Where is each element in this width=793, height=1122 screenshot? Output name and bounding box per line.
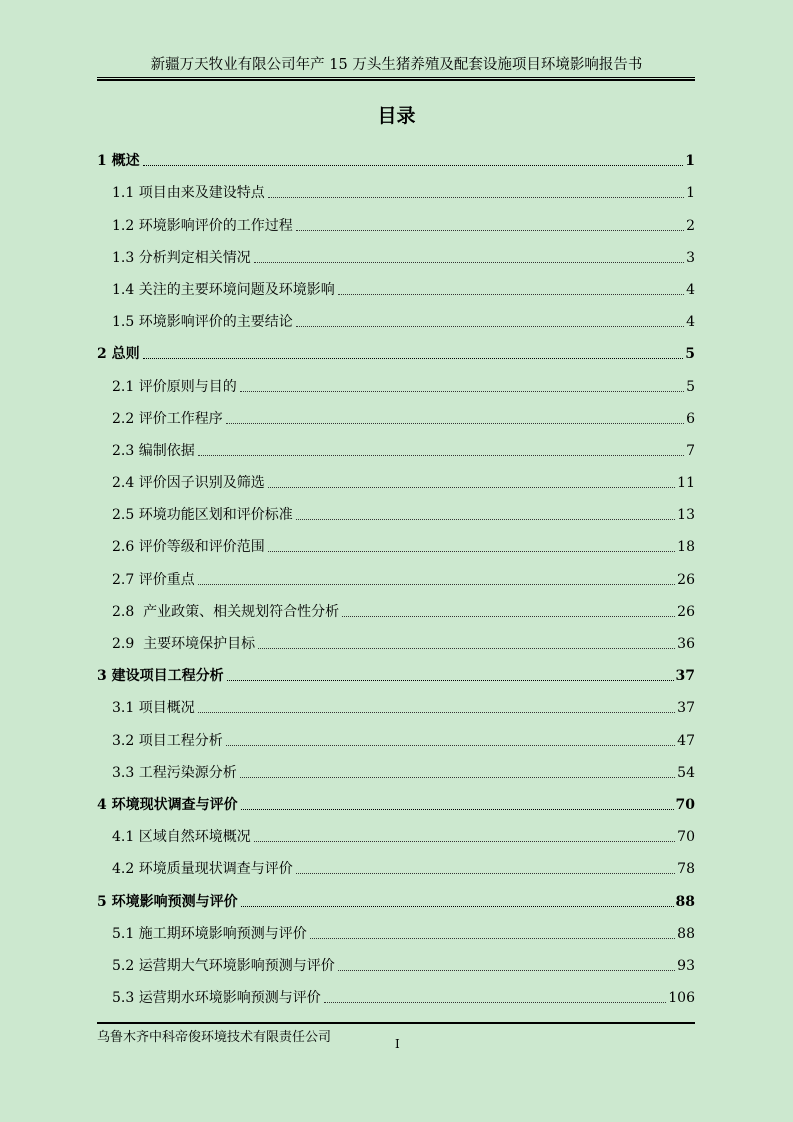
toc-chapter-4[interactable] [97,783,695,815]
dot-leader [198,584,675,585]
toc-entry-label: 2.8 产业政策、相关规划符合性分析 [112,603,340,620]
dot-leader [268,487,675,488]
toc-section-2-1[interactable] [97,364,695,396]
toc-page-number: 7 [686,442,695,459]
dot-leader [198,712,675,713]
toc-page-number: 70 [677,829,695,846]
toc-section-1-5[interactable] [97,300,695,332]
toc-section-3-3[interactable] [97,751,695,783]
toc-section-2-2[interactable] [97,397,695,429]
toc-entry-label: 2.4 评价因子识别及筛选 [112,475,265,492]
toc-page-number: 11 [677,475,695,492]
toc-page-number: 93 [677,957,695,974]
toc-page-number: 13 [677,507,695,524]
toc-page-number: 5 [686,378,695,395]
dot-leader [268,197,684,198]
toc-section-1-2[interactable] [97,203,695,235]
toc-entry-label: 2.6 评价等级和评价范围 [112,539,265,556]
toc-section-2-7[interactable] [97,557,695,589]
toc-page-number: 88 [675,893,695,910]
toc-section-1-3[interactable] [97,236,695,268]
toc-section-1-4[interactable] [97,268,695,300]
dot-leader [254,262,684,263]
dot-leader [338,294,684,295]
toc-page-number: 78 [677,861,695,878]
toc-section-5-1[interactable] [97,912,695,944]
toc-section-3-2[interactable] [97,718,695,750]
dot-leader [240,391,684,392]
toc-entry-label: 1.2 环境影响评价的工作过程 [112,217,293,234]
dot-leader [143,358,684,359]
dot-leader [226,745,675,746]
dot-leader [324,1002,667,1003]
toc-title: 目录 [377,105,416,127]
footer-divider [97,1022,695,1024]
toc-entry-label: 4.2 环境质量现状调查与评价 [112,861,293,878]
toc-page-number: 1 [686,185,695,202]
toc-entry-label: 2.9 主要环境保护目标 [112,636,256,652]
toc-page-number: 3 [686,249,695,266]
dot-leader [338,970,675,971]
toc-entry-label: 5.2 运营期大气环境影响预测与评价 [112,957,335,974]
toc-section-2-9[interactable] [97,622,695,654]
dot-leader [143,165,684,166]
toc-page-number: 1 [685,153,695,170]
toc-entry-label: 2.7 评价重点 [112,571,195,588]
dot-leader [226,423,684,424]
toc-page-number: 5 [685,346,695,363]
toc-chapter-3[interactable] [97,654,695,686]
toc-entry-label: 2.5 环境功能区划和评价标准 [112,507,293,524]
toc-chapter-1[interactable] [97,139,695,171]
toc-page-number: 36 [677,636,695,652]
dot-leader [227,680,674,681]
toc-section-3-1[interactable] [97,686,695,718]
toc-entry-label: 1.1 项目由来及建设特点 [112,185,265,202]
toc-entry-label: 3.2 项目工程分析 [112,732,223,749]
dot-leader [268,551,675,552]
toc-section-5-3[interactable] [97,976,695,1008]
toc-page-number: 106 [668,990,695,1007]
toc-section-2-8[interactable] [97,590,695,622]
toc-entry-label: 4 环境现状调查与评价 [97,796,238,813]
toc-page-number: 4 [686,314,695,331]
toc-entry-label: 2.1 评价原则与目的 [112,378,237,395]
toc-entry-label: 5.3 运营期水环境影响预测与评价 [112,990,321,1007]
toc-entry-label: 2.2 评价工作程序 [112,410,223,427]
toc-page-number: 2 [686,217,695,234]
toc-entry-label: 3 建设项目工程分析 [97,668,224,685]
toc-page-number: 54 [677,764,695,781]
toc-page-number: 26 [677,603,695,620]
toc-page-number: 47 [677,732,695,749]
toc-section-4-2[interactable] [97,847,695,879]
dot-leader [254,841,675,842]
toc-entry-label: 5.1 施工期环境影响预测与评价 [112,925,307,942]
toc-page-number: 37 [677,700,695,717]
dot-leader [342,616,675,617]
dot-leader [296,519,675,520]
toc-page-number: 70 [675,796,695,813]
toc-section-2-5[interactable] [97,493,695,525]
dot-leader [240,777,675,778]
header-divider-thick [97,79,695,81]
toc-page-number: 88 [677,925,695,942]
dot-leader [241,809,674,810]
toc-entry-label: 4.1 区域自然环境概况 [112,829,251,846]
footer-page-number: I [395,1037,400,1051]
footer-company-name: 乌鲁木齐中科帝俊环境技术有限责任公司 [97,1030,332,1045]
dot-leader [296,326,684,327]
toc-page-number: 6 [686,410,695,427]
dot-leader [198,455,684,456]
toc-chapter-2[interactable] [97,332,695,364]
running-header: 新疆万天牧业有限公司年产 15 万头生猪养殖及配套设施项目环境影响报告书 [150,57,643,73]
toc-section-4-1[interactable] [97,815,695,847]
toc-entry-label: 1 概述 [97,153,140,170]
toc-section-1-1[interactable] [97,171,695,203]
table-of-contents [97,139,695,1008]
toc-entry-label: 1.4 关注的主要环境问题及环境影响 [112,281,335,298]
dot-leader [258,648,675,649]
toc-entry-label: 2 总则 [97,346,140,363]
toc-section-2-4[interactable] [97,461,695,493]
dot-leader [296,873,675,874]
toc-page-number: 26 [677,571,695,588]
toc-chapter-5[interactable] [97,879,695,911]
header-divider [97,77,695,78]
toc-entry-label: 1.5 环境影响评价的主要结论 [112,314,293,331]
toc-entry-label: 3.1 项目概况 [112,700,195,717]
toc-section-2-3[interactable] [97,429,695,461]
toc-page-number: 4 [686,281,695,298]
toc-section-5-2[interactable] [97,944,695,976]
toc-page-number: 18 [677,539,695,556]
dot-leader [296,230,684,231]
toc-entry-label: 3.3 工程污染源分析 [112,764,237,781]
toc-entry-label: 2.3 编制依据 [112,442,195,459]
toc-page-number: 37 [675,668,695,685]
toc-section-2-6[interactable] [97,525,695,557]
dot-leader [241,906,674,907]
toc-entry-label: 5 环境影响预测与评价 [97,893,238,910]
dot-leader [310,938,675,939]
toc-entry-label: 1.3 分析判定相关情况 [112,249,251,266]
